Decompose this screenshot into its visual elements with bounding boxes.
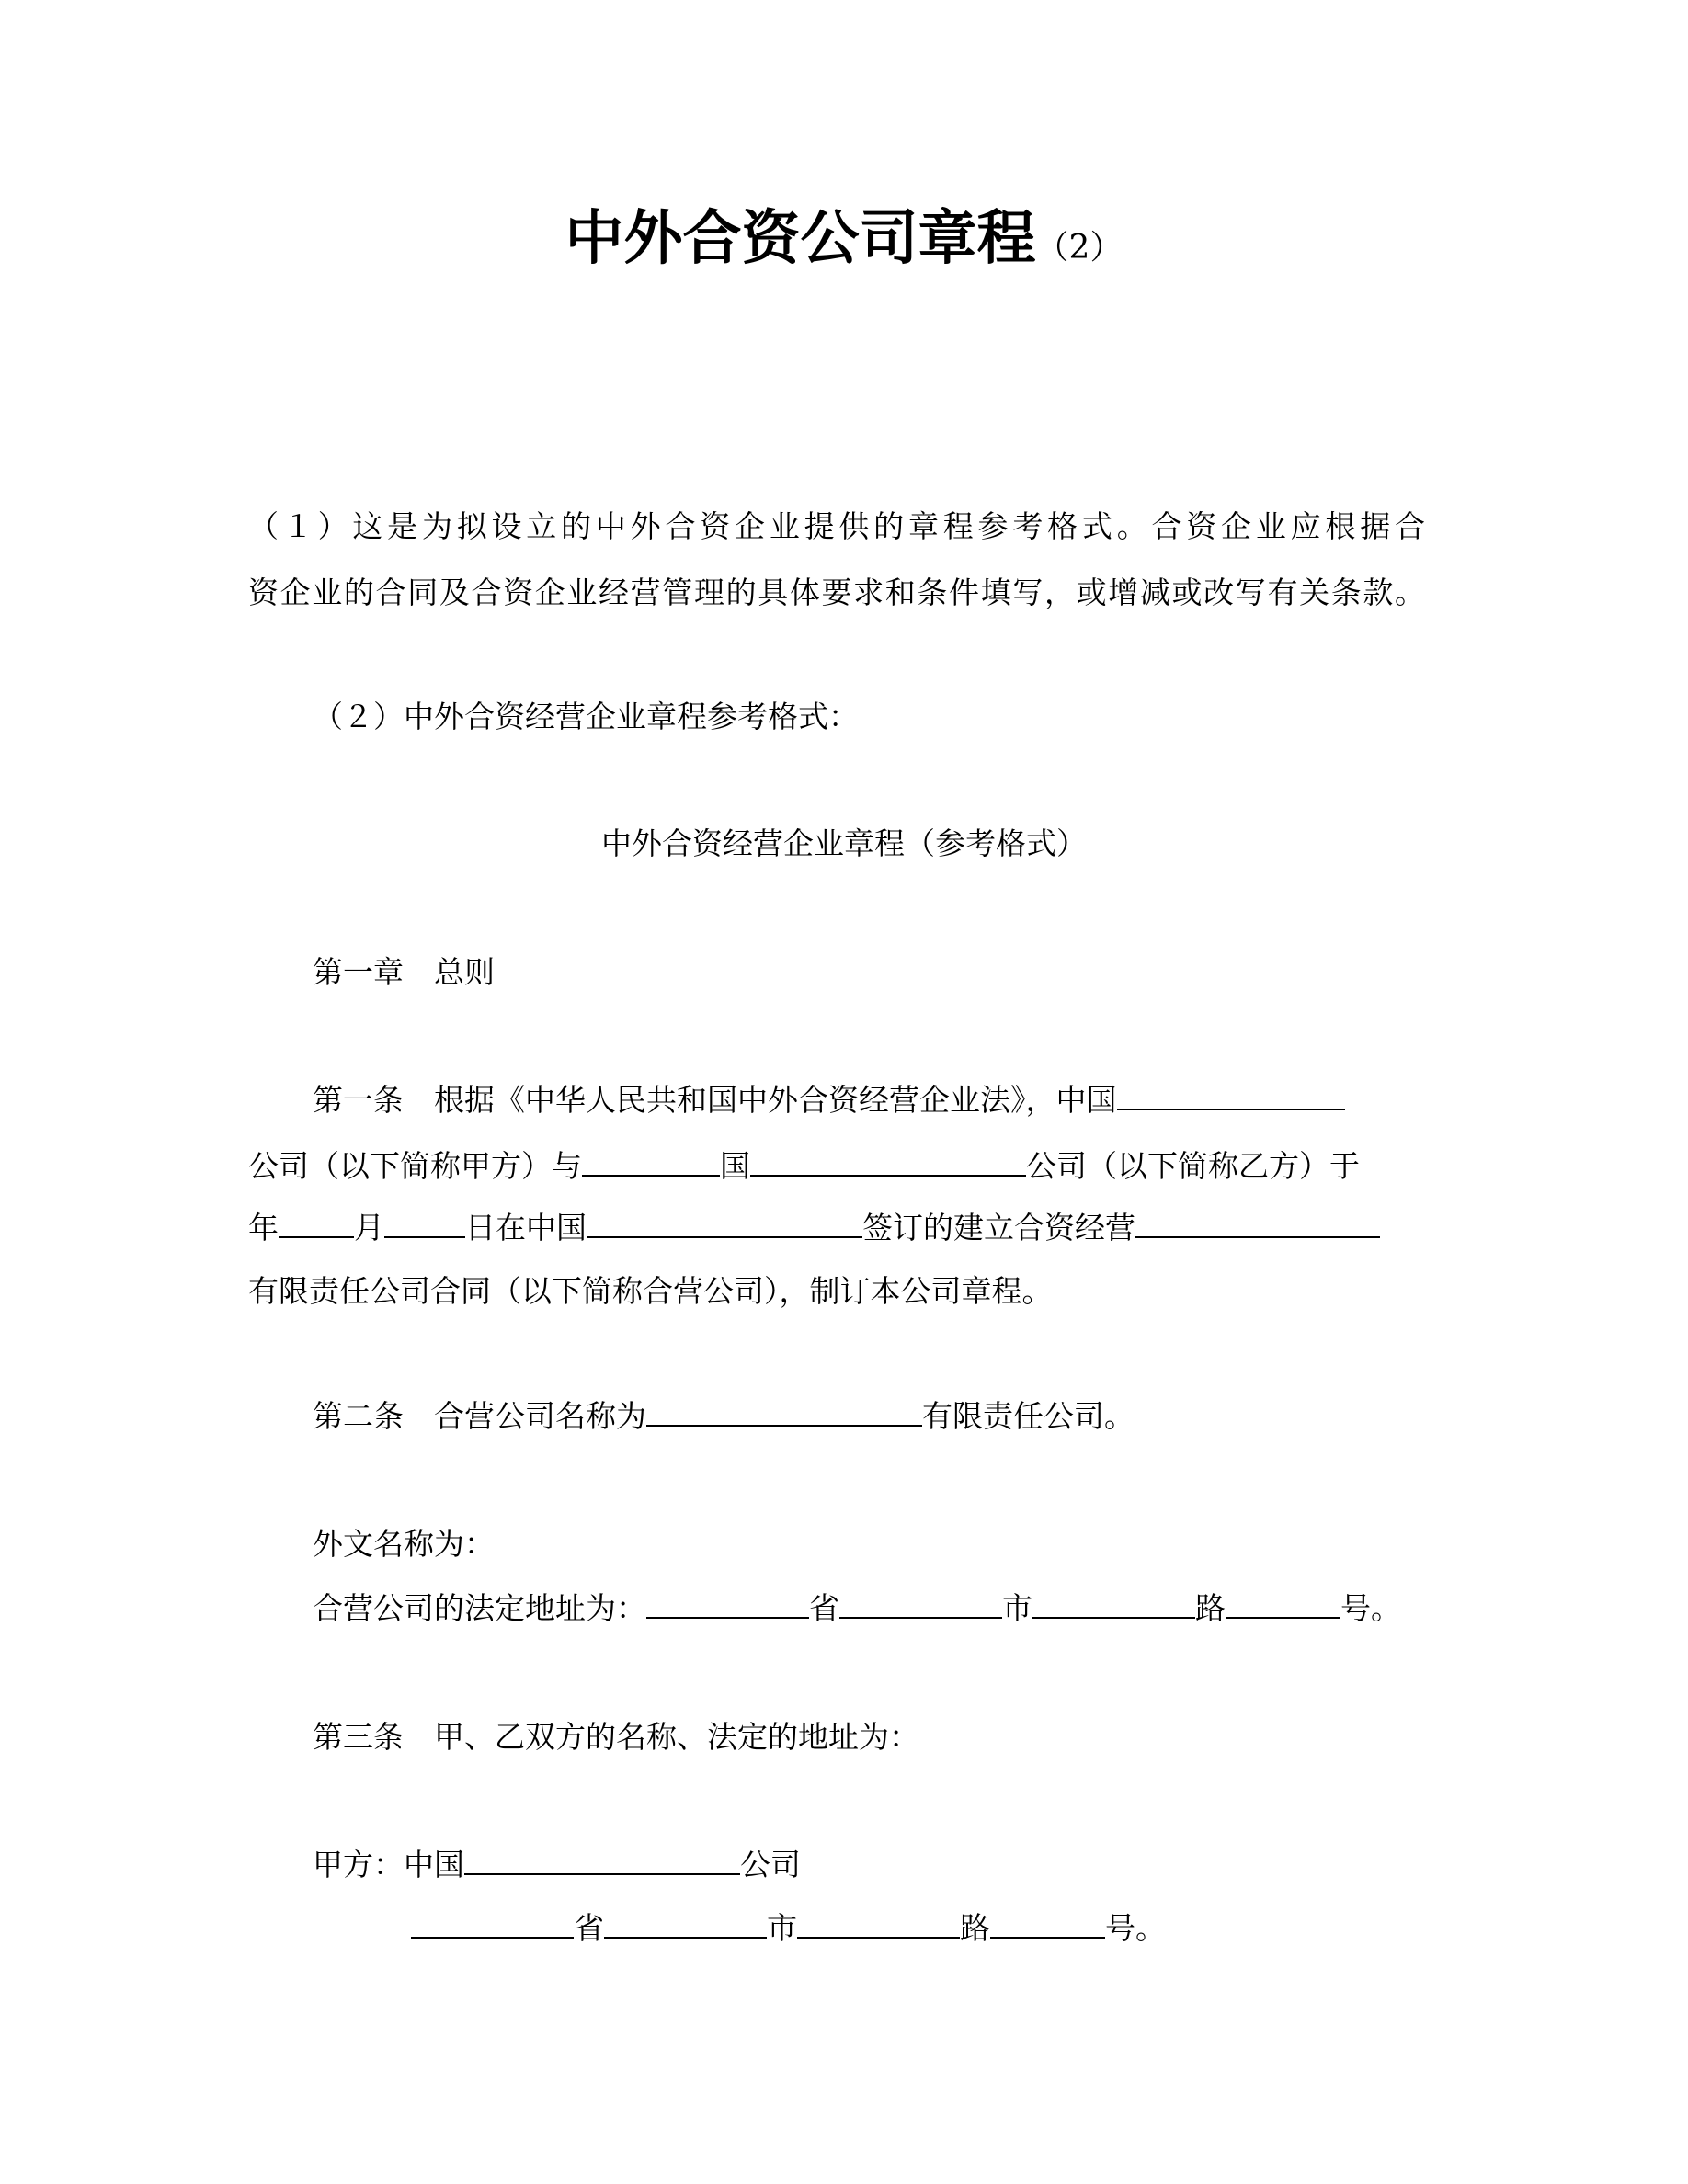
blank-field[interactable] — [797, 1909, 960, 1939]
intro-p1-line2: 资企业的合同及合资企业经营管理的具体要求和条件填写，或增减或改写有关条款。 — [248, 574, 1425, 610]
article1-line2 — [248, 1147, 1360, 1185]
text: 第二条 合营公司名称为 — [313, 1398, 646, 1434]
text: 市 — [767, 1910, 797, 1946]
article3-line1: 第三条 甲、乙双方的名称、法定的地址为： — [313, 1719, 919, 1755]
text: 公司 — [740, 1847, 801, 1883]
blank-field[interactable] — [1117, 1081, 1345, 1110]
text: 合营公司的法定地址为： — [313, 1590, 646, 1626]
foreign-name-label: 外文名称为： — [313, 1526, 495, 1562]
text: 公司（以下简称甲方）与 — [248, 1148, 582, 1184]
blank-field[interactable] — [464, 1846, 740, 1875]
text: 年 — [248, 1210, 279, 1246]
text: 路 — [960, 1910, 990, 1946]
text: 月 — [354, 1210, 384, 1246]
text: 号。 — [1340, 1590, 1401, 1626]
text: 日在中国 — [465, 1210, 587, 1246]
intro-p1-line1: （１）这是为拟设立的中外合资企业提供的章程参考格式。合资企业应根据合 — [248, 508, 1425, 544]
text: 国 — [720, 1148, 750, 1184]
legal-address-line — [313, 1589, 1401, 1627]
text: 第一条 根据《中华人民共和国中外合资经营企业法》，中国 — [313, 1082, 1117, 1118]
text: 省 — [809, 1590, 839, 1626]
article1-line3 — [248, 1209, 1380, 1246]
article1-line1 — [313, 1081, 1345, 1119]
text: 省 — [574, 1910, 604, 1946]
text: 路 — [1195, 1590, 1226, 1626]
blank-field[interactable] — [1032, 1589, 1195, 1619]
article2-line1 — [313, 1397, 1135, 1435]
text: 号。 — [1105, 1910, 1166, 1946]
blank-field[interactable] — [646, 1589, 809, 1619]
blank-field[interactable] — [990, 1909, 1105, 1939]
party-a-address-line — [411, 1909, 1166, 1947]
blank-field[interactable] — [750, 1147, 1026, 1177]
text: 签订的建立合资经营 — [862, 1210, 1135, 1246]
blank-field[interactable] — [646, 1397, 922, 1427]
text: 甲方：中国 — [313, 1847, 464, 1883]
title-suffix: （2） — [1035, 229, 1123, 267]
section-subtitle: 中外合资经营企业章程（参考格式） — [601, 825, 1087, 861]
blank-field[interactable] — [1226, 1589, 1340, 1619]
blank-field[interactable] — [279, 1209, 354, 1238]
chapter-heading: 第一章 总则 — [313, 954, 495, 990]
blank-field[interactable] — [384, 1209, 465, 1238]
text: 公司（以下简称乙方）于 — [1026, 1148, 1360, 1184]
blank-field[interactable] — [604, 1909, 767, 1939]
blank-field[interactable] — [582, 1147, 720, 1177]
blank-field[interactable] — [1135, 1209, 1380, 1238]
party-a-line — [313, 1846, 801, 1883]
intro-p2: （２）中外合资经营企业章程参考格式： — [313, 699, 859, 734]
blank-field[interactable] — [587, 1209, 862, 1238]
text: 市 — [1002, 1590, 1032, 1626]
blank-field[interactable] — [411, 1909, 574, 1939]
document-title — [0, 204, 1688, 283]
article1-line4: 有限责任公司合同（以下简称合营公司），制订本公司章程。 — [248, 1273, 1053, 1309]
text: 有限责任公司。 — [922, 1398, 1135, 1434]
title-main: 中外合资公司章程 — [565, 205, 1036, 273]
blank-field[interactable] — [839, 1589, 1002, 1619]
